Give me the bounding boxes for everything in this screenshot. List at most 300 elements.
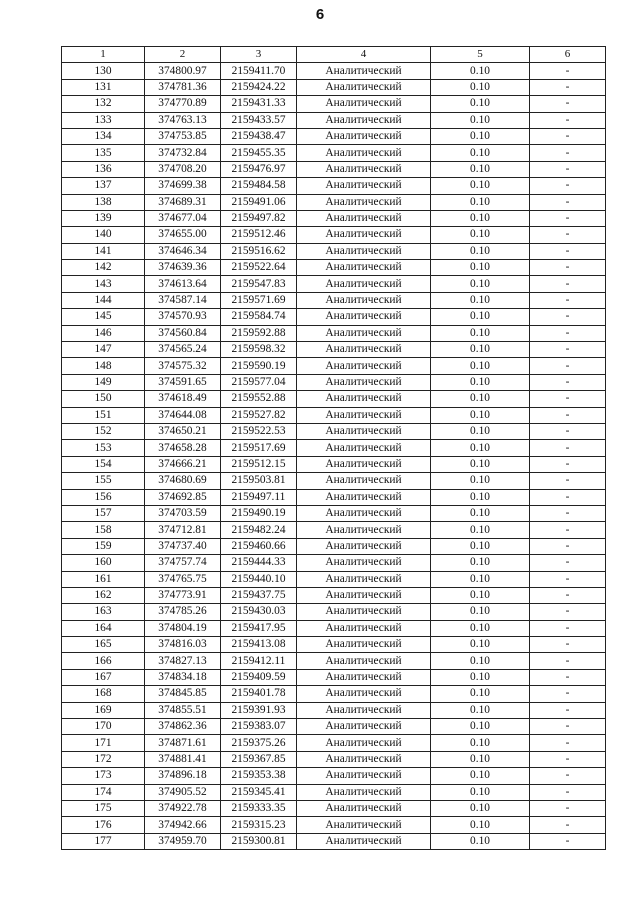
method-cell: Аналитический	[297, 686, 431, 702]
point-number-cell: 163	[62, 604, 145, 620]
note-cell: -	[530, 243, 606, 259]
precision-cell: 0.10	[431, 538, 530, 554]
y-coordinate-cell: 2159512.46	[221, 227, 297, 243]
point-number-cell: 146	[62, 325, 145, 341]
y-coordinate-cell: 2159516.62	[221, 243, 297, 259]
note-cell: -	[530, 161, 606, 177]
table-row	[62, 128, 606, 144]
precision-cell: 0.10	[431, 833, 530, 849]
note-cell: -	[530, 800, 606, 816]
precision-cell: 0.10	[431, 309, 530, 325]
precision-cell: 0.10	[431, 719, 530, 735]
method-cell: Аналитический	[297, 79, 431, 95]
note-cell: -	[530, 325, 606, 341]
point-number-cell: 162	[62, 587, 145, 603]
precision-cell: 0.10	[431, 555, 530, 571]
note-cell: -	[530, 768, 606, 784]
y-coordinate-cell: 2159315.23	[221, 817, 297, 833]
method-cell: Аналитический	[297, 161, 431, 177]
y-coordinate-cell: 2159522.53	[221, 423, 297, 439]
precision-cell: 0.10	[431, 784, 530, 800]
y-coordinate-cell: 2159503.81	[221, 473, 297, 489]
point-number-cell: 175	[62, 800, 145, 816]
y-coordinate-cell: 2159413.08	[221, 637, 297, 653]
method-cell: Аналитический	[297, 112, 431, 128]
point-number-cell: 132	[62, 96, 145, 112]
method-cell: Аналитический	[297, 423, 431, 439]
header-cell-1: 1	[62, 47, 145, 63]
x-coordinate-cell: 374881.41	[145, 751, 221, 767]
note-cell: -	[530, 489, 606, 505]
y-coordinate-cell: 2159512.15	[221, 456, 297, 472]
header-cell-2: 2	[145, 47, 221, 63]
y-coordinate-cell: 2159391.93	[221, 702, 297, 718]
method-cell: Аналитический	[297, 489, 431, 505]
point-number-cell: 159	[62, 538, 145, 554]
precision-cell: 0.10	[431, 653, 530, 669]
method-cell: Аналитический	[297, 784, 431, 800]
precision-cell: 0.10	[431, 800, 530, 816]
x-coordinate-cell: 374680.69	[145, 473, 221, 489]
note-cell: -	[530, 587, 606, 603]
y-coordinate-cell: 2159438.47	[221, 128, 297, 144]
x-coordinate-cell: 374896.18	[145, 768, 221, 784]
table-row	[62, 178, 606, 194]
precision-cell: 0.10	[431, 522, 530, 538]
point-number-cell: 140	[62, 227, 145, 243]
header-cell-3: 3	[221, 47, 297, 63]
table-row	[62, 620, 606, 636]
table-row	[62, 768, 606, 784]
y-coordinate-cell: 2159431.33	[221, 96, 297, 112]
x-coordinate-cell: 374763.13	[145, 112, 221, 128]
note-cell: -	[530, 194, 606, 210]
precision-cell: 0.10	[431, 587, 530, 603]
method-cell: Аналитический	[297, 817, 431, 833]
precision-cell: 0.10	[431, 768, 530, 784]
point-number-cell: 135	[62, 145, 145, 161]
point-number-cell: 170	[62, 719, 145, 735]
precision-cell: 0.10	[431, 505, 530, 521]
header-cell-5: 5	[431, 47, 530, 63]
table-row	[62, 423, 606, 439]
y-coordinate-cell: 2159401.78	[221, 686, 297, 702]
table-row	[62, 505, 606, 521]
y-coordinate-cell: 2159430.03	[221, 604, 297, 620]
y-coordinate-cell: 2159491.06	[221, 194, 297, 210]
precision-cell: 0.10	[431, 260, 530, 276]
table-body	[62, 47, 606, 850]
note-cell: -	[530, 456, 606, 472]
method-cell: Аналитический	[297, 178, 431, 194]
y-coordinate-cell: 2159300.81	[221, 833, 297, 849]
y-coordinate-cell: 2159527.82	[221, 407, 297, 423]
method-cell: Аналитический	[297, 243, 431, 259]
method-cell: Аналитический	[297, 751, 431, 767]
table-row	[62, 276, 606, 292]
table-row	[62, 735, 606, 751]
precision-cell: 0.10	[431, 145, 530, 161]
point-number-cell: 131	[62, 79, 145, 95]
note-cell: -	[530, 342, 606, 358]
table-row	[62, 292, 606, 308]
y-coordinate-cell: 2159497.82	[221, 210, 297, 226]
precision-cell: 0.10	[431, 604, 530, 620]
y-coordinate-cell: 2159417.95	[221, 620, 297, 636]
point-number-cell: 171	[62, 735, 145, 751]
note-cell: -	[530, 440, 606, 456]
point-number-cell: 176	[62, 817, 145, 833]
note-cell: -	[530, 538, 606, 554]
table-row	[62, 260, 606, 276]
point-number-cell: 167	[62, 669, 145, 685]
y-coordinate-cell: 2159590.19	[221, 358, 297, 374]
table-row	[62, 145, 606, 161]
method-cell: Аналитический	[297, 194, 431, 210]
table-row	[62, 161, 606, 177]
table-row	[62, 669, 606, 685]
coordinates-table	[61, 46, 606, 850]
table-row	[62, 456, 606, 472]
note-cell: -	[530, 604, 606, 620]
note-cell: -	[530, 391, 606, 407]
note-cell: -	[530, 719, 606, 735]
precision-cell: 0.10	[431, 292, 530, 308]
precision-cell: 0.10	[431, 456, 530, 472]
x-coordinate-cell: 374800.97	[145, 63, 221, 79]
table-row	[62, 555, 606, 571]
precision-cell: 0.10	[431, 620, 530, 636]
precision-cell: 0.10	[431, 325, 530, 341]
note-cell: -	[530, 276, 606, 292]
y-coordinate-cell: 2159444.33	[221, 555, 297, 571]
point-number-cell: 161	[62, 571, 145, 587]
x-coordinate-cell: 374565.24	[145, 342, 221, 358]
note-cell: -	[530, 260, 606, 276]
note-cell: -	[530, 374, 606, 390]
table-row	[62, 784, 606, 800]
precision-cell: 0.10	[431, 112, 530, 128]
x-coordinate-cell: 374591.65	[145, 374, 221, 390]
x-coordinate-cell: 374757.74	[145, 555, 221, 571]
method-cell: Аналитический	[297, 342, 431, 358]
note-cell: -	[530, 227, 606, 243]
x-coordinate-cell: 374677.04	[145, 210, 221, 226]
table-row	[62, 210, 606, 226]
method-cell: Аналитический	[297, 292, 431, 308]
precision-cell: 0.10	[431, 358, 530, 374]
precision-cell: 0.10	[431, 128, 530, 144]
method-cell: Аналитический	[297, 702, 431, 718]
note-cell: -	[530, 128, 606, 144]
x-coordinate-cell: 374737.40	[145, 538, 221, 554]
table-row	[62, 489, 606, 505]
x-coordinate-cell: 374827.13	[145, 653, 221, 669]
y-coordinate-cell: 2159497.11	[221, 489, 297, 505]
note-cell: -	[530, 112, 606, 128]
y-coordinate-cell: 2159411.70	[221, 63, 297, 79]
note-cell: -	[530, 178, 606, 194]
precision-cell: 0.10	[431, 702, 530, 718]
method-cell: Аналитический	[297, 669, 431, 685]
table-row	[62, 358, 606, 374]
y-coordinate-cell: 2159424.22	[221, 79, 297, 95]
note-cell: -	[530, 702, 606, 718]
note-cell: -	[530, 555, 606, 571]
note-cell: -	[530, 571, 606, 587]
y-coordinate-cell: 2159592.88	[221, 325, 297, 341]
table-row	[62, 96, 606, 112]
precision-cell: 0.10	[431, 423, 530, 439]
method-cell: Аналитический	[297, 800, 431, 816]
precision-cell: 0.10	[431, 407, 530, 423]
table-row	[62, 63, 606, 79]
x-coordinate-cell: 374703.59	[145, 505, 221, 521]
method-cell: Аналитический	[297, 210, 431, 226]
method-cell: Аналитический	[297, 587, 431, 603]
method-cell: Аналитический	[297, 522, 431, 538]
note-cell: -	[530, 292, 606, 308]
table-row	[62, 112, 606, 128]
point-number-cell: 165	[62, 637, 145, 653]
x-coordinate-cell: 374650.21	[145, 423, 221, 439]
y-coordinate-cell: 2159455.35	[221, 145, 297, 161]
x-coordinate-cell: 374959.70	[145, 833, 221, 849]
note-cell: -	[530, 735, 606, 751]
point-number-cell: 130	[62, 63, 145, 79]
point-number-cell: 133	[62, 112, 145, 128]
table-row	[62, 342, 606, 358]
precision-cell: 0.10	[431, 178, 530, 194]
table-row	[62, 833, 606, 849]
point-number-cell: 168	[62, 686, 145, 702]
x-coordinate-cell: 374699.38	[145, 178, 221, 194]
table-row	[62, 309, 606, 325]
y-coordinate-cell: 2159476.97	[221, 161, 297, 177]
note-cell: -	[530, 833, 606, 849]
table-row	[62, 243, 606, 259]
table-row	[62, 571, 606, 587]
note-cell: -	[530, 686, 606, 702]
x-coordinate-cell: 374845.85	[145, 686, 221, 702]
point-number-cell: 158	[62, 522, 145, 538]
table-row	[62, 374, 606, 390]
method-cell: Аналитический	[297, 325, 431, 341]
method-cell: Аналитический	[297, 571, 431, 587]
point-number-cell: 152	[62, 423, 145, 439]
table-row	[62, 391, 606, 407]
note-cell: -	[530, 423, 606, 439]
precision-cell: 0.10	[431, 194, 530, 210]
method-cell: Аналитический	[297, 96, 431, 112]
table-row	[62, 817, 606, 833]
method-cell: Аналитический	[297, 309, 431, 325]
point-number-cell: 136	[62, 161, 145, 177]
method-cell: Аналитический	[297, 555, 431, 571]
x-coordinate-cell: 374942.66	[145, 817, 221, 833]
precision-cell: 0.10	[431, 374, 530, 390]
precision-cell: 0.10	[431, 735, 530, 751]
table-row	[62, 587, 606, 603]
method-cell: Аналитический	[297, 456, 431, 472]
table-row	[62, 686, 606, 702]
method-cell: Аналитический	[297, 735, 431, 751]
point-number-cell: 150	[62, 391, 145, 407]
precision-cell: 0.10	[431, 79, 530, 95]
note-cell: -	[530, 637, 606, 653]
point-number-cell: 155	[62, 473, 145, 489]
note-cell: -	[530, 505, 606, 521]
precision-cell: 0.10	[431, 161, 530, 177]
point-number-cell: 145	[62, 309, 145, 325]
x-coordinate-cell: 374666.21	[145, 456, 221, 472]
y-coordinate-cell: 2159490.19	[221, 505, 297, 521]
method-cell: Аналитический	[297, 538, 431, 554]
table-row	[62, 637, 606, 653]
x-coordinate-cell: 374613.64	[145, 276, 221, 292]
header-cell-4: 4	[297, 47, 431, 63]
point-number-cell: 172	[62, 751, 145, 767]
x-coordinate-cell: 374655.00	[145, 227, 221, 243]
y-coordinate-cell: 2159353.38	[221, 768, 297, 784]
precision-cell: 0.10	[431, 489, 530, 505]
precision-cell: 0.10	[431, 440, 530, 456]
y-coordinate-cell: 2159584.74	[221, 309, 297, 325]
y-coordinate-cell: 2159577.04	[221, 374, 297, 390]
point-number-cell: 177	[62, 833, 145, 849]
note-cell: -	[530, 358, 606, 374]
precision-cell: 0.10	[431, 571, 530, 587]
x-coordinate-cell: 374834.18	[145, 669, 221, 685]
method-cell: Аналитический	[297, 653, 431, 669]
point-number-cell: 148	[62, 358, 145, 374]
point-number-cell: 141	[62, 243, 145, 259]
y-coordinate-cell: 2159547.83	[221, 276, 297, 292]
x-coordinate-cell: 374732.84	[145, 145, 221, 161]
table-row	[62, 227, 606, 243]
note-cell: -	[530, 653, 606, 669]
method-cell: Аналитический	[297, 227, 431, 243]
x-coordinate-cell: 374816.03	[145, 637, 221, 653]
y-coordinate-cell: 2159412.11	[221, 653, 297, 669]
x-coordinate-cell: 374770.89	[145, 96, 221, 112]
table-row	[62, 79, 606, 95]
point-number-cell: 156	[62, 489, 145, 505]
precision-cell: 0.10	[431, 63, 530, 79]
table-row	[62, 653, 606, 669]
x-coordinate-cell: 374855.51	[145, 702, 221, 718]
method-cell: Аналитический	[297, 833, 431, 849]
precision-cell: 0.10	[431, 686, 530, 702]
precision-cell: 0.10	[431, 276, 530, 292]
method-cell: Аналитический	[297, 637, 431, 653]
precision-cell: 0.10	[431, 817, 530, 833]
note-cell: -	[530, 145, 606, 161]
precision-cell: 0.10	[431, 243, 530, 259]
note-cell: -	[530, 784, 606, 800]
page-number: 6	[315, 6, 325, 23]
point-number-cell: 153	[62, 440, 145, 456]
note-cell: -	[530, 817, 606, 833]
precision-cell: 0.10	[431, 637, 530, 653]
y-coordinate-cell: 2159437.75	[221, 587, 297, 603]
point-number-cell: 166	[62, 653, 145, 669]
y-coordinate-cell: 2159433.57	[221, 112, 297, 128]
precision-cell: 0.10	[431, 210, 530, 226]
method-cell: Аналитический	[297, 407, 431, 423]
method-cell: Аналитический	[297, 128, 431, 144]
method-cell: Аналитический	[297, 719, 431, 735]
point-number-cell: 164	[62, 620, 145, 636]
note-cell: -	[530, 210, 606, 226]
x-coordinate-cell: 374804.19	[145, 620, 221, 636]
note-cell: -	[530, 96, 606, 112]
method-cell: Аналитический	[297, 145, 431, 161]
x-coordinate-cell: 374689.31	[145, 194, 221, 210]
table-row	[62, 702, 606, 718]
point-number-cell: 174	[62, 784, 145, 800]
x-coordinate-cell: 374708.20	[145, 161, 221, 177]
x-coordinate-cell: 374658.28	[145, 440, 221, 456]
x-coordinate-cell: 374560.84	[145, 325, 221, 341]
y-coordinate-cell: 2159571.69	[221, 292, 297, 308]
note-cell: -	[530, 669, 606, 685]
note-cell: -	[530, 751, 606, 767]
point-number-cell: 149	[62, 374, 145, 390]
table-row	[62, 407, 606, 423]
method-cell: Аналитический	[297, 63, 431, 79]
precision-cell: 0.10	[431, 669, 530, 685]
table-row	[62, 719, 606, 735]
y-coordinate-cell: 2159482.24	[221, 522, 297, 538]
precision-cell: 0.10	[431, 391, 530, 407]
point-number-cell: 134	[62, 128, 145, 144]
y-coordinate-cell: 2159522.64	[221, 260, 297, 276]
header-cell-6: 6	[530, 47, 606, 63]
table-row	[62, 604, 606, 620]
x-coordinate-cell: 374692.85	[145, 489, 221, 505]
y-coordinate-cell: 2159440.10	[221, 571, 297, 587]
y-coordinate-cell: 2159517.69	[221, 440, 297, 456]
point-number-cell: 147	[62, 342, 145, 358]
x-coordinate-cell: 374753.85	[145, 128, 221, 144]
method-cell: Аналитический	[297, 276, 431, 292]
table-row	[62, 325, 606, 341]
table-row	[62, 538, 606, 554]
point-number-cell: 144	[62, 292, 145, 308]
precision-cell: 0.10	[431, 342, 530, 358]
note-cell: -	[530, 620, 606, 636]
method-cell: Аналитический	[297, 374, 431, 390]
note-cell: -	[530, 407, 606, 423]
y-coordinate-cell: 2159460.66	[221, 538, 297, 554]
note-cell: -	[530, 522, 606, 538]
y-coordinate-cell: 2159409.59	[221, 669, 297, 685]
point-number-cell: 154	[62, 456, 145, 472]
point-number-cell: 151	[62, 407, 145, 423]
point-number-cell: 173	[62, 768, 145, 784]
x-coordinate-cell: 374871.61	[145, 735, 221, 751]
table-row	[62, 751, 606, 767]
point-number-cell: 143	[62, 276, 145, 292]
table-row	[62, 800, 606, 816]
precision-cell: 0.10	[431, 751, 530, 767]
note-cell: -	[530, 79, 606, 95]
x-coordinate-cell: 374765.75	[145, 571, 221, 587]
x-coordinate-cell: 374773.91	[145, 587, 221, 603]
y-coordinate-cell: 2159375.26	[221, 735, 297, 751]
y-coordinate-cell: 2159345.41	[221, 784, 297, 800]
